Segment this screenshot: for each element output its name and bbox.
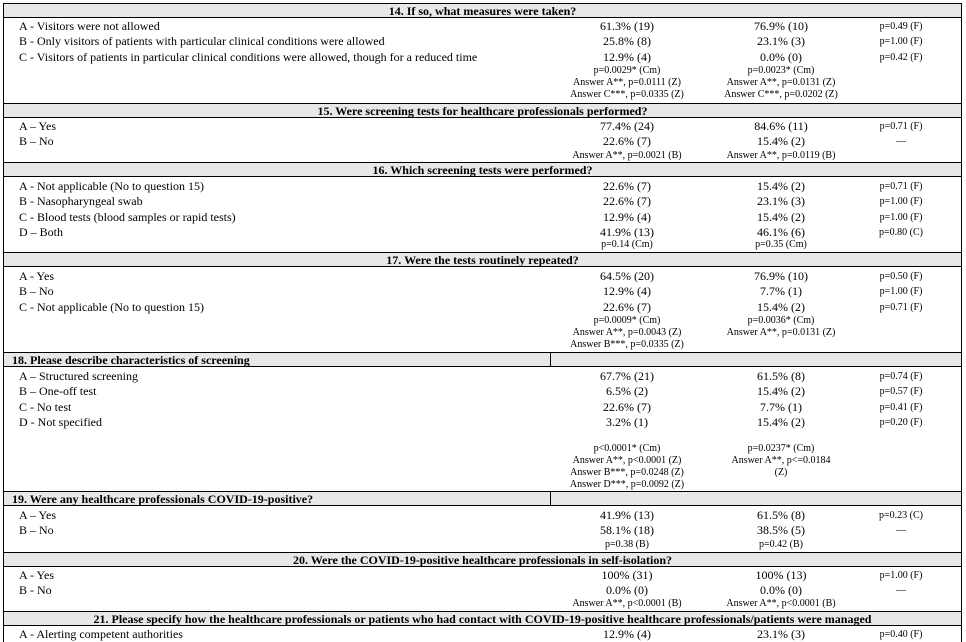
group2-stat-note: Answer A**, p=0.0119 (B) <box>726 150 836 161</box>
section-header: 21. Please specify how the healthcare professionals or patients who had contact with COVID-19-positive healthcare professionals/patients were managed <box>3 611 962 626</box>
table-row <box>3 627 962 642</box>
p-value: p=1.00 (F) <box>879 570 923 581</box>
table-row <box>3 134 962 149</box>
group2-stat-note: Answer C***, p=0.0202 (Z) <box>724 89 838 100</box>
answer-label: B – No <box>19 284 54 299</box>
p-value: p=1.00 (F) <box>879 196 923 208</box>
group2-value: 0.0% (0) <box>760 49 802 64</box>
answer-label: C - Blood tests (blood samples or rapid tests) <box>19 209 236 224</box>
group1-value: 100% (31) <box>601 568 653 582</box>
p-value: — <box>896 136 906 148</box>
group2-value: 61.5% (8) <box>757 508 805 522</box>
section-header: 20. Were the COVID-19-positive healthcare professionals in self-isolation? <box>3 552 962 567</box>
group1-stat-note: Answer B***, p=0.0335 (Z) <box>570 339 684 350</box>
answer-label: A – Structured screening <box>19 369 138 383</box>
table-row <box>3 568 962 583</box>
group1-value: 0.0% (0) <box>606 583 648 598</box>
p-value: p=0.71 (F) <box>879 181 923 192</box>
group1-value: 22.6% (7) <box>603 194 651 209</box>
group2-stat-note: p=0.42 (B) <box>759 539 803 550</box>
table-row <box>3 583 962 598</box>
table-row <box>3 194 962 209</box>
table-row <box>3 119 962 134</box>
section-header: 19. Were any healthcare professionals COVID-19-positive? <box>3 491 962 506</box>
p-value: p=1.00 (F) <box>879 211 923 223</box>
group1-value: 25.8% (8) <box>603 34 651 49</box>
group1-value: 67.7% (21) <box>600 369 654 383</box>
table-row <box>3 284 962 299</box>
table-row <box>3 34 962 49</box>
section-header: 15. Were screening tests for healthcare professionals performed? <box>3 103 962 118</box>
group1-stat-note: p=0.0029* (Cm) <box>593 65 661 76</box>
table-row <box>3 225 962 240</box>
group2-stat-note: (Z) <box>774 467 788 478</box>
p-value: p=0.74 (F) <box>879 371 923 382</box>
group2-value: 76.9% (10) <box>754 19 808 33</box>
group2-stat-note: Answer A**, p<=0.0184 <box>731 455 831 466</box>
answer-label: B - No <box>19 583 52 598</box>
group1-stat-note: Answer A**, p=0.0021 (B) <box>572 150 682 161</box>
table-row <box>3 210 962 225</box>
group1-value: 12.9% (4) <box>603 209 651 224</box>
p-value: p=0.80 (C) <box>879 226 923 238</box>
answer-label: A - Alerting competent authorities <box>19 627 183 641</box>
group2-stat-note: Answer A**, p=0.0131 (Z) <box>726 77 836 88</box>
p-value: — <box>896 585 906 597</box>
table-row <box>3 415 962 430</box>
group2-value: 100% (13) <box>755 568 807 582</box>
group1-stat-note: Answer A**, p<0.0001 (Z) <box>572 455 682 466</box>
group1-value: 22.6% (7) <box>603 179 651 193</box>
p-value: p=0.71 (F) <box>879 121 923 132</box>
group1-stat-note: p<0.0001* (Cm) <box>593 443 661 454</box>
answer-label: B - Only visitors of patients with particular clinical conditions were allowed <box>19 34 385 49</box>
answer-label: A - Yes <box>19 568 55 582</box>
section-header: 18. Please describe characteristics of screening <box>3 352 962 367</box>
answer-label: A – Yes <box>19 119 57 133</box>
table-row <box>3 19 962 34</box>
answer-label: C - Visitors of patients in particular clinical conditions were allowed, though for a reduced time <box>19 49 478 64</box>
table-row <box>3 300 962 315</box>
group2-value: 46.1% (6) <box>757 224 805 239</box>
answer-label: A - Not applicable (No to question 15) <box>19 179 204 193</box>
group2-value: 0.0% (0) <box>760 583 802 598</box>
answer-label: A – Yes <box>19 508 57 522</box>
answer-label: A - Visitors were not allowed <box>19 19 160 33</box>
section-header: 17. Were the tests routinely repeated? <box>3 252 962 267</box>
p-value: p=0.23 (C) <box>879 510 923 521</box>
group1-value: 22.6% (7) <box>603 399 651 414</box>
answer-label: D - Not specified <box>19 414 102 429</box>
table-row <box>3 269 962 284</box>
group1-value: 22.6% (7) <box>603 299 651 314</box>
group1-stat-note: Answer A**, p=0.0111 (Z) <box>573 77 681 88</box>
p-value: p=0.20 (F) <box>879 416 923 428</box>
group1-value: 41.9% (13) <box>600 508 654 522</box>
table-row <box>3 523 962 538</box>
group2-value: 23.1% (3) <box>757 194 805 209</box>
p-value: p=0.40 (F) <box>879 629 923 640</box>
group2-stat-note: Answer A**, p<0.0001 (B) <box>726 598 836 609</box>
group2-stat-note: Answer A**, p=0.0131 (Z) <box>726 327 836 338</box>
p-value: p=0.41 (F) <box>879 401 923 413</box>
group2-value: 15.4% (2) <box>757 384 805 399</box>
p-value: p=1.00 (F) <box>879 286 923 298</box>
answer-label: D – Both <box>19 224 64 239</box>
group1-value: 61.3% (19) <box>600 19 654 33</box>
p-value: p=0.50 (F) <box>879 271 923 282</box>
answer-label: B – No <box>19 523 54 538</box>
section-header: 16. Which screening tests were performed? <box>3 162 962 177</box>
p-value: p=0.71 (F) <box>879 301 923 313</box>
header-divider <box>550 491 551 506</box>
group1-stat-note: p=0.38 (B) <box>605 539 649 550</box>
table-row <box>3 50 962 65</box>
group1-stat-note: Answer D***, p=0.0092 (Z) <box>569 479 685 490</box>
answer-label: C - No test <box>19 399 72 414</box>
group2-value: 23.1% (3) <box>757 34 805 49</box>
p-value: p=1.00 (F) <box>879 36 923 48</box>
group2-value: 7.7% (1) <box>760 399 802 414</box>
group1-stat-note: Answer A**, p<0.0001 (B) <box>572 598 682 609</box>
group1-stat-note: Answer C***, p=0.0335 (Z) <box>570 89 684 100</box>
group2-value: 38.5% (5) <box>757 523 805 538</box>
group1-stat-note: p=0.14 (Cm) <box>601 239 653 250</box>
group2-value: 61.5% (8) <box>757 369 805 383</box>
group1-stat-note: p=0.0009* (Cm) <box>593 315 661 326</box>
group1-value: 6.5% (2) <box>606 384 648 399</box>
group2-value: 15.4% (2) <box>757 414 805 429</box>
answer-label: C - Not applicable (No to question 15) <box>19 299 204 314</box>
group2-value: 15.4% (2) <box>757 209 805 224</box>
p-value: — <box>896 525 906 537</box>
group1-value: 58.1% (18) <box>600 523 654 538</box>
p-value: p=0.42 (F) <box>879 51 923 63</box>
section-header: 14. If so, what measures were taken? <box>3 3 962 18</box>
group2-value: 23.1% (3) <box>757 627 805 641</box>
group1-value: 22.6% (7) <box>603 134 651 149</box>
group2-value: 15.4% (2) <box>757 134 805 149</box>
group2-stat-note: p=0.0237* (Cm) <box>747 443 815 454</box>
group1-value: 12.9% (4) <box>603 627 651 641</box>
header-divider <box>550 352 551 367</box>
group2-value: 7.7% (1) <box>760 284 802 299</box>
group1-stat-note: Answer A**, p=0.0043 (Z) <box>572 327 682 338</box>
group2-stat-note: p=0.0036* (Cm) <box>747 315 815 326</box>
answer-label: B – One-off test <box>19 384 97 399</box>
group1-value: 12.9% (4) <box>603 284 651 299</box>
table-row <box>3 508 962 523</box>
group2-value: 76.9% (10) <box>754 269 808 283</box>
group2-value: 84.6% (11) <box>754 119 808 133</box>
group2-value: 15.4% (2) <box>757 299 805 314</box>
p-value: p=0.49 (F) <box>879 21 923 32</box>
p-value: p=0.57 (F) <box>879 386 923 398</box>
table-row <box>3 400 962 415</box>
table-row <box>3 384 962 399</box>
table-row <box>3 179 962 194</box>
group1-value: 12.9% (4) <box>603 49 651 64</box>
group1-value: 41.9% (13) <box>600 224 654 239</box>
table-row <box>3 369 962 384</box>
answer-label: B - Nasopharyngeal swab <box>19 194 143 209</box>
group2-stat-note: p=0.0023* (Cm) <box>747 65 815 76</box>
group1-stat-note: Answer B***, p=0.0248 (Z) <box>570 467 684 478</box>
group1-value: 64.5% (20) <box>600 269 654 283</box>
answer-label: B – No <box>19 134 54 149</box>
group2-stat-note: p=0.35 (Cm) <box>755 239 807 250</box>
group1-value: 3.2% (1) <box>606 414 648 429</box>
group2-value: 15.4% (2) <box>757 179 805 193</box>
group1-value: 77.4% (24) <box>600 119 654 133</box>
answer-label: A - Yes <box>19 269 55 283</box>
